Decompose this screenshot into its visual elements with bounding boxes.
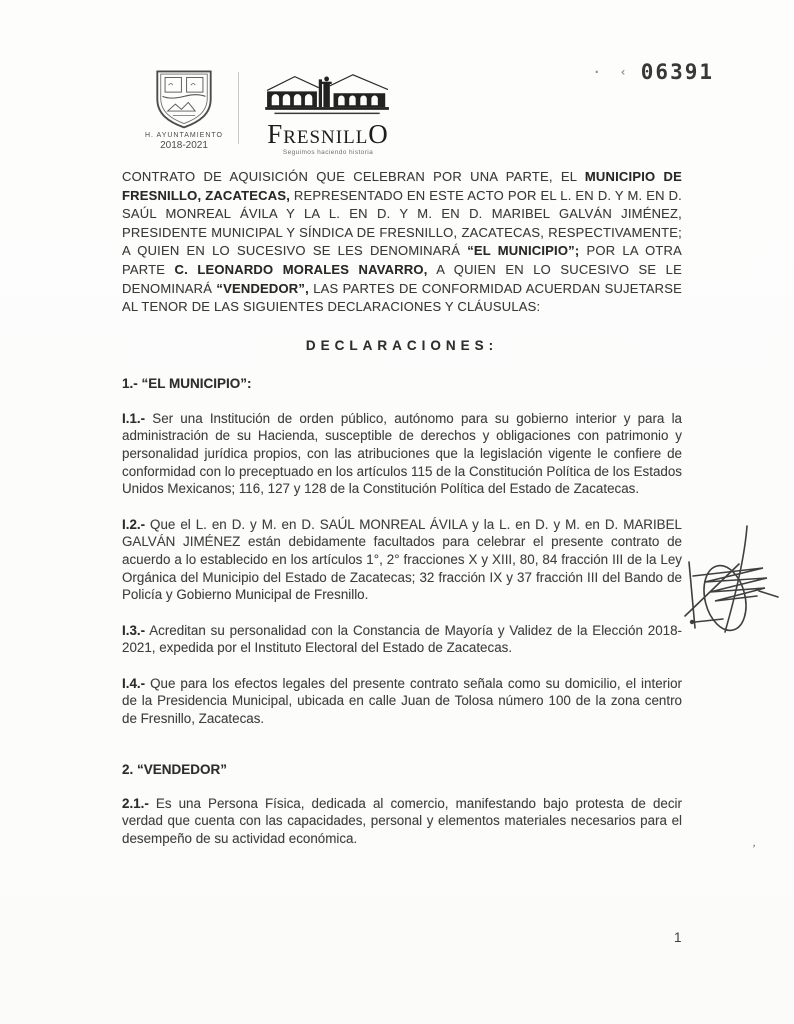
intro-term-municipio: “EL MUNICIPIO”; — [467, 243, 580, 259]
clause-i3-label: I.3.- — [122, 622, 146, 638]
contract-body — [122, 168, 682, 847]
clause-i4-text: Que para los efectos legales del presente contrato señala como su domicilio, el interior de la Presidencia Municipal, ubicada en calle Juan de Tolosa número 100 de la zona centro de Fresnillo, Zacatecas. — [122, 675, 682, 727]
crest-caption-line1: H. AYUNTAMIENTO — [144, 132, 223, 139]
intro-party-municipio: MUNICIPIO DE FRESNILLO, ZACATECAS, — [122, 169, 682, 203]
intro-segment: REPRESENTADO EN ESTE ACTO POR EL L. EN D. Y M. EN D. SAÚL MONREAL ÁVILA Y LA L. EN D. Y M. EN D. MARIBEL GALVÁN JIMÉNEZ, PRESIDENTE MUNICIPAL Y SÍNDICA DE FRESNILLO, ZACATECAS, RESPECTIVAMENTE; A QUIEN EN LO SUCESIVO SE LES DENOMINARÁ — [122, 187, 682, 259]
clause-i2 — [122, 516, 682, 604]
clause-i3 — [122, 622, 682, 657]
clause-21-label: 2.1.- — [122, 795, 149, 811]
handwritten-signature — [675, 498, 790, 648]
folio-stamp-marks: · ‹ — [593, 65, 633, 79]
intro-term-vendedor: “VENDEDOR”, — [216, 280, 309, 296]
intro-segment: A QUIEN EN LO SUCESIVO SE LE DENOMINARÁ — [122, 261, 682, 296]
municipal-crest — [140, 68, 228, 151]
declaraciones-heading: DECLARACIONES: — [305, 337, 499, 353]
section1-heading: 1.- “EL MUNICIPIO”: — [122, 375, 252, 391]
clause-i1-text: Ser una Institución de orden público, autónomo para su gobierno interior y para la administración de su Hacienda, susceptible de derechos y obligaciones con patrimonio y personalidad jurídica propios, con las atribuciones que la legislación vigente le confiere de conformidad con lo preceptuado en los artículos 115 de la Constitución Política de los Estados Unidos Mexicanos; 116, 127 y 128 de la Constitución Política del Estado de Zacatecas. — [122, 410, 682, 497]
fresnillo-wordmark: FresnillO — [267, 119, 389, 149]
page-header — [140, 68, 403, 156]
header-divider — [238, 72, 239, 144]
intro-segment: LAS PARTES DE CONFORMIDAD ACUERDAN SUJETARSE AL TENOR DE LAS SIGUIENTES DECLARACIONES Y CLÁUSULAS: — [122, 280, 682, 315]
intro-party-vendedor-name: C. LEONARDO MORALES NAVARRO, — [174, 261, 428, 277]
intro-segment: POR LA OTRA PARTE — [122, 243, 683, 277]
intro-paragraph — [122, 168, 682, 317]
clause-21-text: Es una Persona Física, dedicada al comercio, manifestando bajo protesta de decir verdad que cuenta con las capacidades, personal y elementos materiales necesarios para el desempeño de su actividad económica. — [122, 795, 682, 846]
folio-number: 06391 — [640, 60, 714, 84]
folio-stamp — [593, 60, 714, 84]
clause-i4-label: I.4.- — [122, 675, 146, 691]
intro-segment: CONTRATO DE AQUISICIÓN QUE CELEBRAN POR UNA PARTE, EL — [122, 169, 585, 184]
section2-heading: 2. “VENDEDOR” — [122, 761, 228, 777]
fresnillo-logo — [253, 68, 403, 156]
clause-i3-text: Acreditan su personalidad con la Constancia de Mayoría y Validez de la Elección 2018-2021, expedida por el Instituto Electoral del Estado de Zacatecas. — [122, 622, 683, 656]
fresnillo-tagline: Seguimos haciendo historia — [282, 149, 374, 156]
crest-caption-line2: 2018-2021 — [160, 139, 208, 151]
clause-i1-label: I.1.- — [122, 410, 146, 426]
crest-caption — [140, 132, 228, 151]
clause-i4 — [122, 675, 682, 728]
clause-i2-label: I.2.- — [122, 516, 146, 532]
clause-i2-text: Que el L. en D. y M. en D. SAÚL MONREAL ÁVILA y la L. en D. y M. en D. MARIBEL GALVÁN JIMÉNEZ están debidamente facultados para celebrar el presente contrato de acuerdo a lo establecido en los artículos 1°, 2° fracciones X y XIII, 80, 84 fracción III de la Ley Orgánica del Municipio del Estado de Zacatecas; 32 fracción IX y 37 fracción III del Bando de Policía y Gobierno Municipal de Fresnillo. — [122, 516, 682, 603]
clause-21 — [122, 795, 682, 848]
shield-icon — [140, 68, 228, 130]
clause-i1 — [122, 410, 682, 498]
monument-icon — [253, 72, 403, 120]
page-number: 1 — [674, 930, 682, 945]
stray-mark: ’ — [750, 841, 757, 857]
